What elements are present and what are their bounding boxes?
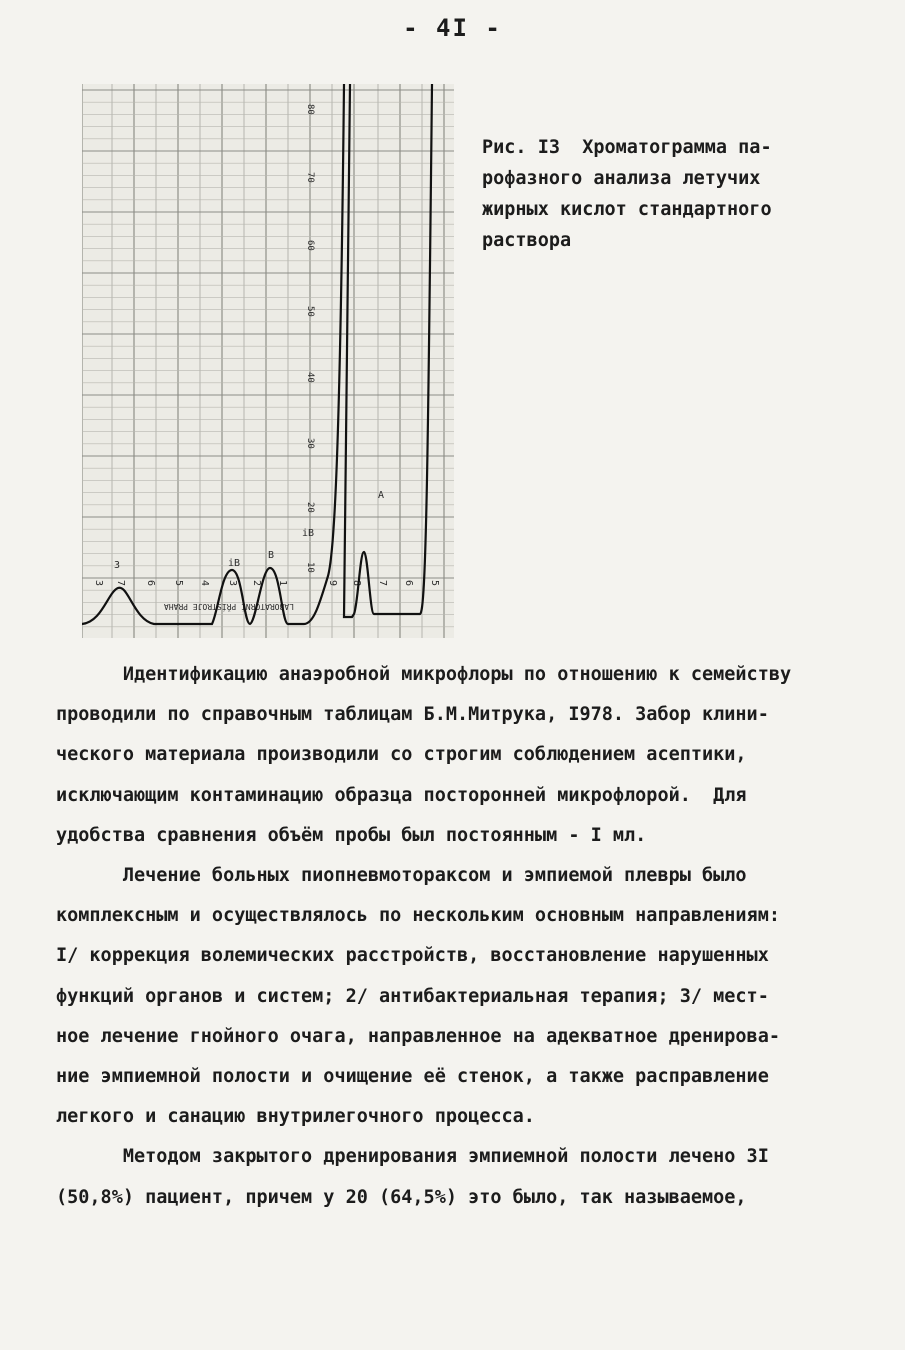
paper-number: 3 bbox=[227, 580, 238, 587]
figure-caption bbox=[482, 132, 812, 256]
paper-number: 6 bbox=[145, 580, 156, 587]
body-line: комплексным и осуществлялось по нескольким основным направлениям: bbox=[56, 905, 780, 927]
scale-label: 10 bbox=[305, 562, 315, 573]
chromatogram-chart bbox=[82, 84, 454, 638]
paper-number: 8 bbox=[351, 580, 362, 587]
paper-number: 3 bbox=[93, 580, 104, 587]
peak-label: B bbox=[268, 550, 275, 561]
caption-line: жирных кислот стандартного bbox=[482, 199, 772, 220]
peak-label: iB bbox=[302, 528, 315, 539]
body-line: ное лечение гнойного очага, направленное на адекватное дренирова- bbox=[56, 1025, 780, 1047]
body-line: (50,8%) пациент, причем у 20 (64,5%) это было, так называемое, bbox=[56, 1186, 747, 1208]
paper-number: 7 bbox=[115, 580, 126, 587]
scale-label: 30 bbox=[305, 438, 315, 449]
body-line: Идентификацию анаэробной микрофлоры по отношению к семейству bbox=[56, 664, 792, 685]
body-line: удобства сравнения объём пробы был постоянным - I мл. bbox=[56, 824, 647, 846]
body-line: функций органов и систем; 2/ антибактериальная терапия; 3/ мест- bbox=[56, 985, 769, 1007]
scale-label: 20 bbox=[305, 502, 315, 513]
scale-label: 80 bbox=[305, 104, 315, 115]
body-text bbox=[56, 655, 856, 1218]
paper-number: 5 bbox=[429, 580, 440, 587]
paper-number: 6 bbox=[403, 580, 414, 587]
body-line: ние эмпиемной полости и очищение её стенок, а также расправление bbox=[56, 1066, 769, 1088]
body-line: Методом закрытого дренирования эмпиемной полости лечено 3I bbox=[56, 1146, 769, 1168]
page-number: - 4I - bbox=[403, 14, 502, 42]
scale-label: 50 bbox=[305, 306, 315, 317]
body-line: Лечение больных пиопневмотораксом и эмпиемой плевры было bbox=[56, 865, 747, 887]
peak-label: A bbox=[378, 490, 385, 501]
paper-number: 5 bbox=[173, 580, 184, 587]
peak-label: iB bbox=[228, 558, 241, 569]
caption-line: рофазного анализа летучих bbox=[482, 168, 761, 189]
chromatogram-figure bbox=[82, 84, 454, 638]
body-line: ческого материала производили со строгим соблюдением асептики, bbox=[56, 744, 747, 766]
body-line: I/ коррекция волемических расстройств, восстановление нарушенных bbox=[56, 945, 769, 967]
scale-label: 70 bbox=[305, 172, 315, 183]
body-line: проводили по справочным таблицам Б.М.Митрука, I978. Забор клини- bbox=[56, 704, 769, 726]
paper-number: 7 bbox=[377, 580, 388, 587]
scale-label: 40 bbox=[305, 372, 315, 383]
paper-stamp: LABORATORNÍ PŘÍSTROJE PRAHA bbox=[163, 602, 294, 611]
paper-number: 9 bbox=[327, 580, 338, 587]
paper-number: 4 bbox=[199, 580, 210, 587]
scale-label: 60 bbox=[305, 240, 315, 251]
peak-label: 3 bbox=[114, 560, 121, 571]
body-line: исключающим контаминацию образца посторонней микрофлорой. Для bbox=[56, 784, 747, 806]
paper-number: 2 bbox=[251, 580, 262, 587]
caption-line: Рис. I3 Хроматограмма па- bbox=[482, 137, 772, 158]
body-line: легкого и санацию внутрилегочного процесса. bbox=[56, 1106, 535, 1128]
paper-number: 1 bbox=[277, 580, 288, 587]
caption-line: раствора bbox=[482, 230, 572, 251]
